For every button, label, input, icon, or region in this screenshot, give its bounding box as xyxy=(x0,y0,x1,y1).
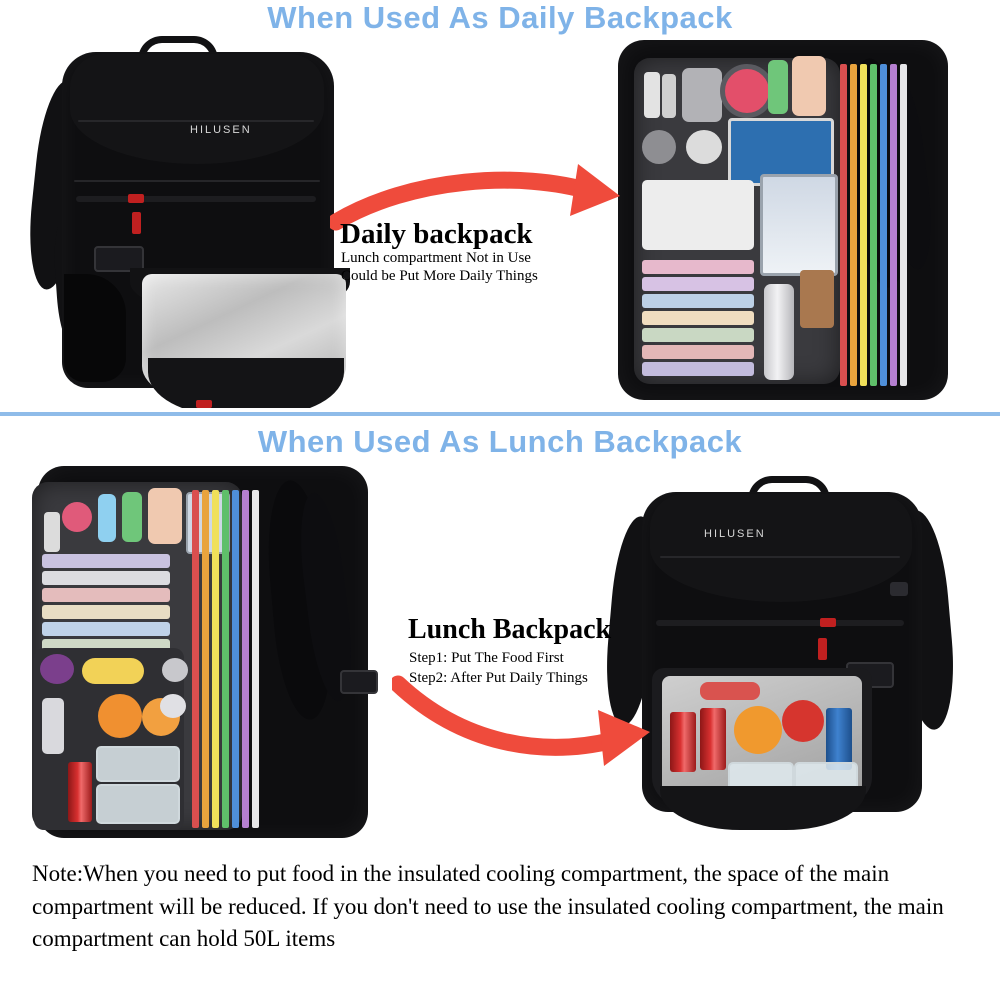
section-divider xyxy=(0,412,1000,416)
image-lunch-backpack-packed xyxy=(10,462,410,848)
arrow-lunch xyxy=(392,648,652,778)
phone-item xyxy=(148,488,182,544)
laptop-item xyxy=(760,174,838,276)
zipper-pull-main xyxy=(820,618,836,627)
seam-top xyxy=(78,120,314,122)
water-bottle-item xyxy=(764,284,794,380)
zipper-pull-main xyxy=(128,194,144,203)
stylus-item xyxy=(662,74,676,118)
tube-item xyxy=(768,60,788,114)
headphones-item xyxy=(720,64,774,118)
callout-title-daily: Daily backpack xyxy=(340,218,533,250)
image-lunch-backpack-cooler-open xyxy=(600,470,990,848)
sleeve-dividers xyxy=(192,490,259,828)
callout-line-lunch-2: Step2: After Put Daily Things xyxy=(409,670,588,686)
zipper-tab xyxy=(818,638,827,660)
brand-logo: HILUSEN xyxy=(190,124,252,136)
callout-title-lunch: Lunch Backpack xyxy=(408,614,612,645)
mouse-item-2 xyxy=(160,694,186,718)
backpack-top-lid xyxy=(70,54,324,164)
grapes-item xyxy=(40,654,74,684)
clothes-stack xyxy=(642,260,754,376)
brand-logo: HILUSEN xyxy=(704,528,766,540)
condiment-bottle-item xyxy=(42,698,64,754)
apple-item xyxy=(782,700,824,742)
cooler-flap xyxy=(148,358,344,408)
zipper-main xyxy=(656,620,904,626)
soda-can-item-2 xyxy=(700,708,726,770)
section-title-lunch: When Used As Lunch Backpack xyxy=(257,424,743,459)
seam-mid xyxy=(74,180,320,182)
sleeve-dividers xyxy=(840,64,907,386)
clothes-stack xyxy=(42,554,170,653)
backpack-top-lid xyxy=(650,494,912,602)
note-text: Note:When you need to put food in the insulated cooling compartment, the space of the main compartment will be reduced. If you don't need to use the insulated cooling compartment, the main compartment can hold 50L items xyxy=(32,861,944,952)
mouse-item xyxy=(162,658,188,682)
bottle-small-item xyxy=(98,494,116,542)
usb-charging-port xyxy=(890,582,908,596)
seam-top xyxy=(660,556,900,558)
section-title-daily: When Used As Daily Backpack xyxy=(267,0,733,35)
zipper-tab xyxy=(132,212,141,234)
callout-line-daily-2: Could be Put More Daily Things xyxy=(341,268,538,284)
snack-item xyxy=(700,682,760,700)
card-holder-item xyxy=(682,68,722,122)
pen-item xyxy=(44,512,60,552)
lunch-backpack-illustration xyxy=(600,470,990,848)
keyboard-item xyxy=(642,180,754,250)
mouse-item-2 xyxy=(686,130,722,164)
callout-line-daily-1: Lunch compartment Not in Use xyxy=(341,250,531,266)
wallet-item xyxy=(800,270,834,328)
food-box-item-2 xyxy=(96,784,180,824)
cooler-zipper-pull xyxy=(196,400,212,408)
mouse-item xyxy=(642,130,676,164)
chest-buckle xyxy=(340,670,378,694)
orange-item xyxy=(98,694,142,738)
pen-item xyxy=(644,72,660,118)
headphones-item xyxy=(62,502,92,532)
orange-item xyxy=(734,706,782,754)
phone-item xyxy=(792,56,826,116)
soda-can-item xyxy=(670,712,696,772)
packed-lunch-backpack-illustration xyxy=(10,462,410,848)
cooler-flap xyxy=(660,786,866,830)
zipper-main xyxy=(76,196,316,202)
callout-line-lunch-1: Step1: Put The Food First xyxy=(409,650,564,666)
banana-item xyxy=(82,658,144,684)
soda-can-item xyxy=(68,762,92,822)
packed-backpack-illustration xyxy=(600,34,990,408)
image-daily-backpack-packed xyxy=(600,34,990,408)
tube-item xyxy=(122,492,142,542)
side-pocket-left xyxy=(64,274,126,382)
soda-can-item-3 xyxy=(826,708,852,770)
food-box-item xyxy=(96,746,180,782)
